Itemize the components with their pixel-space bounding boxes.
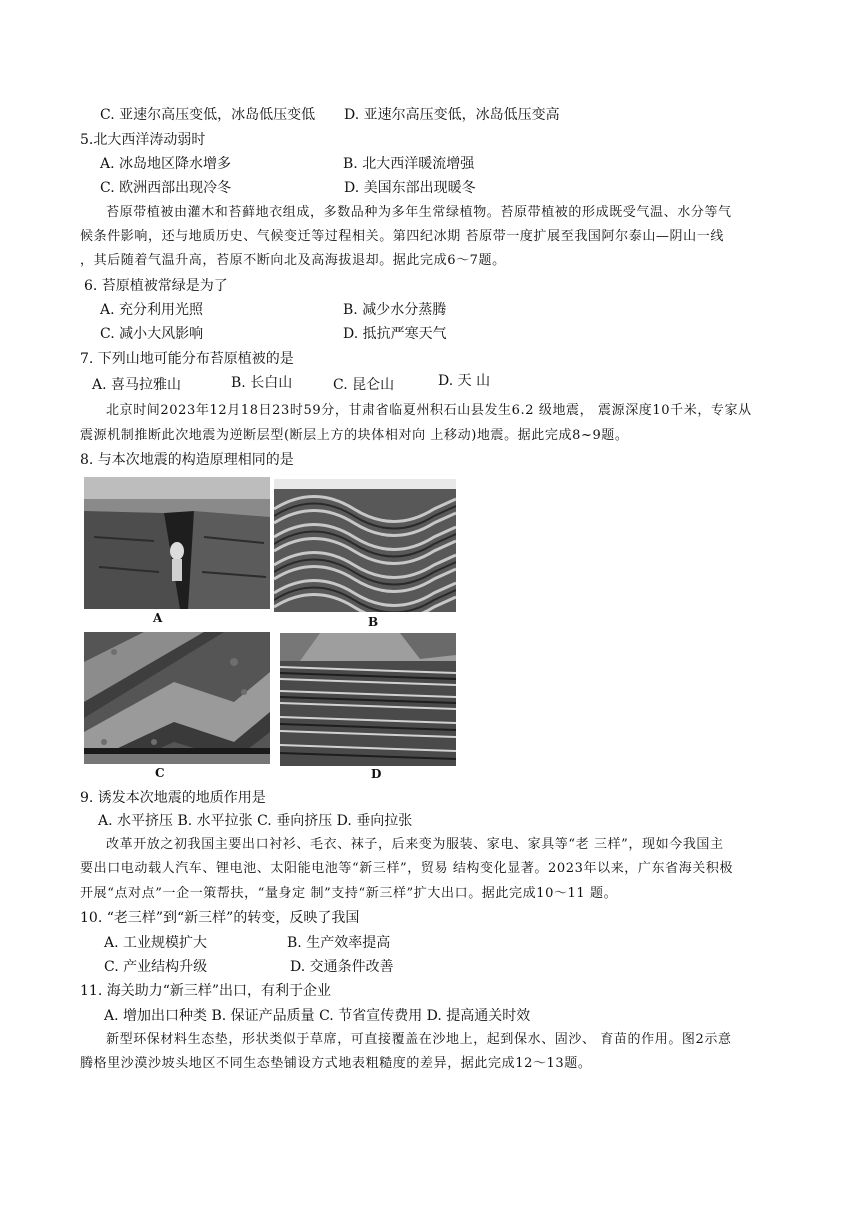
q10-option-b: B. 生产效率提高 [287, 935, 391, 951]
q6-option-b: B. 减少水分蒸腾 [343, 302, 447, 318]
q8-stem: 8. 与本次地震的构造原理相同的是 [80, 452, 294, 468]
passage-tundra-line3: ，其后随着气温升高，苔原不断向北及高海拔退却。据此完成6～7题。 [80, 253, 506, 268]
q4-option-d: D. 亚速尔高压变低，冰岛低压变高 [344, 107, 560, 123]
q5-option-d: D. 美国东部出现暖冬 [344, 180, 476, 196]
photo-c-offset [84, 632, 270, 764]
passage-trade-line1: 改革开放之初我国主要出口衬衫、毛衣、袜子，后来变为服装、家电、家具等“老 三样”，现如今我国主 [106, 837, 724, 852]
passage-quake-line2: 震源机制推断此次地震为逆断层型(断层上方的块体相对向 上移动)地震。据此完成8~9题。 [80, 428, 629, 443]
q11-options: A. 增加出口种类 B. 保证产品质量 C. 节省宣传费用 D. 提高通关时效 [104, 1008, 531, 1024]
q7-option-a: A. 喜马拉雅山 [92, 377, 182, 393]
passage-trade-line3: 开展“点对点”一企一策帮扶，“量身定 制”支持“新三样”扩大出口。据此完成10～11 题。 [80, 886, 618, 901]
q5-option-b: B. 北大西洋暖流增强 [343, 156, 475, 172]
q5-option-c: C. 欧洲西部出现冷冬 [100, 180, 232, 196]
q6-option-a: A. 充分利用光照 [100, 302, 204, 318]
q10-option-d: D. 交通条件改善 [290, 959, 394, 975]
q11-stem: 11. 海关助力“新三样”出口，有利于企业 [80, 983, 332, 999]
passage-trade-line2: 要出口电动载人汽车、锂电池、太阳能电池等“新三样”，贸易 结构变化显著。2023年以来，广东省海关积极 [80, 861, 734, 876]
q9-stem: 9. 诱发本次地震的地质作用是 [80, 790, 266, 806]
passage-ecomat-line2: 腾格里沙漠沙坡头地区不同生态垫铺设方式地表粗糙度的差异，据此完成12～13题。 [80, 1056, 592, 1071]
q7-stem: 7. 下列山地可能分布苔原植被的是 [80, 351, 294, 367]
q5-stem: 5.北大西洋涛动弱时 [80, 132, 206, 148]
q10-stem: 10. “老三样”到“新三样”的转变，反映了我国 [80, 910, 360, 926]
q6-option-d: D. 抵抗严寒天气 [343, 326, 447, 342]
photo-a-label: A [153, 611, 163, 625]
q7-option-c: C. 昆仑山 [333, 377, 395, 393]
photo-d-label: D [371, 767, 382, 781]
passage-tundra-line1: 苔原带植被由灌木和苔藓地衣组成，多数品种为多年生常绿植物。苔原带植被的形成既受气温、水分等气 [106, 205, 732, 220]
q7-option-d: D. 天 山 [438, 373, 491, 389]
photo-b-folds [274, 479, 456, 612]
q7-option-b: B. 长白山 [231, 375, 293, 391]
q6-option-c: C. 减小大风影响 [100, 326, 204, 342]
q4-option-c: C. 亚速尔高压变低，冰岛低压变低 [100, 107, 316, 123]
photo-c-label: C [155, 766, 165, 780]
photo-a-fault [84, 477, 270, 609]
q10-option-a: A. 工业规模扩大 [104, 935, 208, 951]
q9-options: A. 水平挤压 B. 水平拉张 C. 垂向挤压 D. 垂向拉张 [98, 813, 413, 829]
q10-option-c: C. 产业结构升级 [104, 959, 208, 975]
passage-tundra-line2: 候条件影响，还与地质历史、气候变迁等过程相关。第四纪冰期 苔原带一度扩展至我国阿尔泰山—阴山一线 [80, 229, 724, 244]
passage-quake-line1: 北京时间2023年12月18日23时59分，甘肃省临夏州积石山县发生6.2 级地震， 震源深度10千米，专家从 [106, 403, 752, 418]
q5-option-a: A. 冰岛地区降水增多 [100, 156, 232, 172]
passage-ecomat-line1: 新型环保材料生态垫，形状类似于草席，可直接覆盖在沙地上，起到保水、固沙、 育苗的作用。图2示意 [106, 1032, 732, 1047]
photo-d-strata [280, 633, 456, 766]
photo-b-label: B [368, 615, 379, 629]
q6-stem: 6. 苔原植被常绿是为了 [84, 278, 228, 294]
